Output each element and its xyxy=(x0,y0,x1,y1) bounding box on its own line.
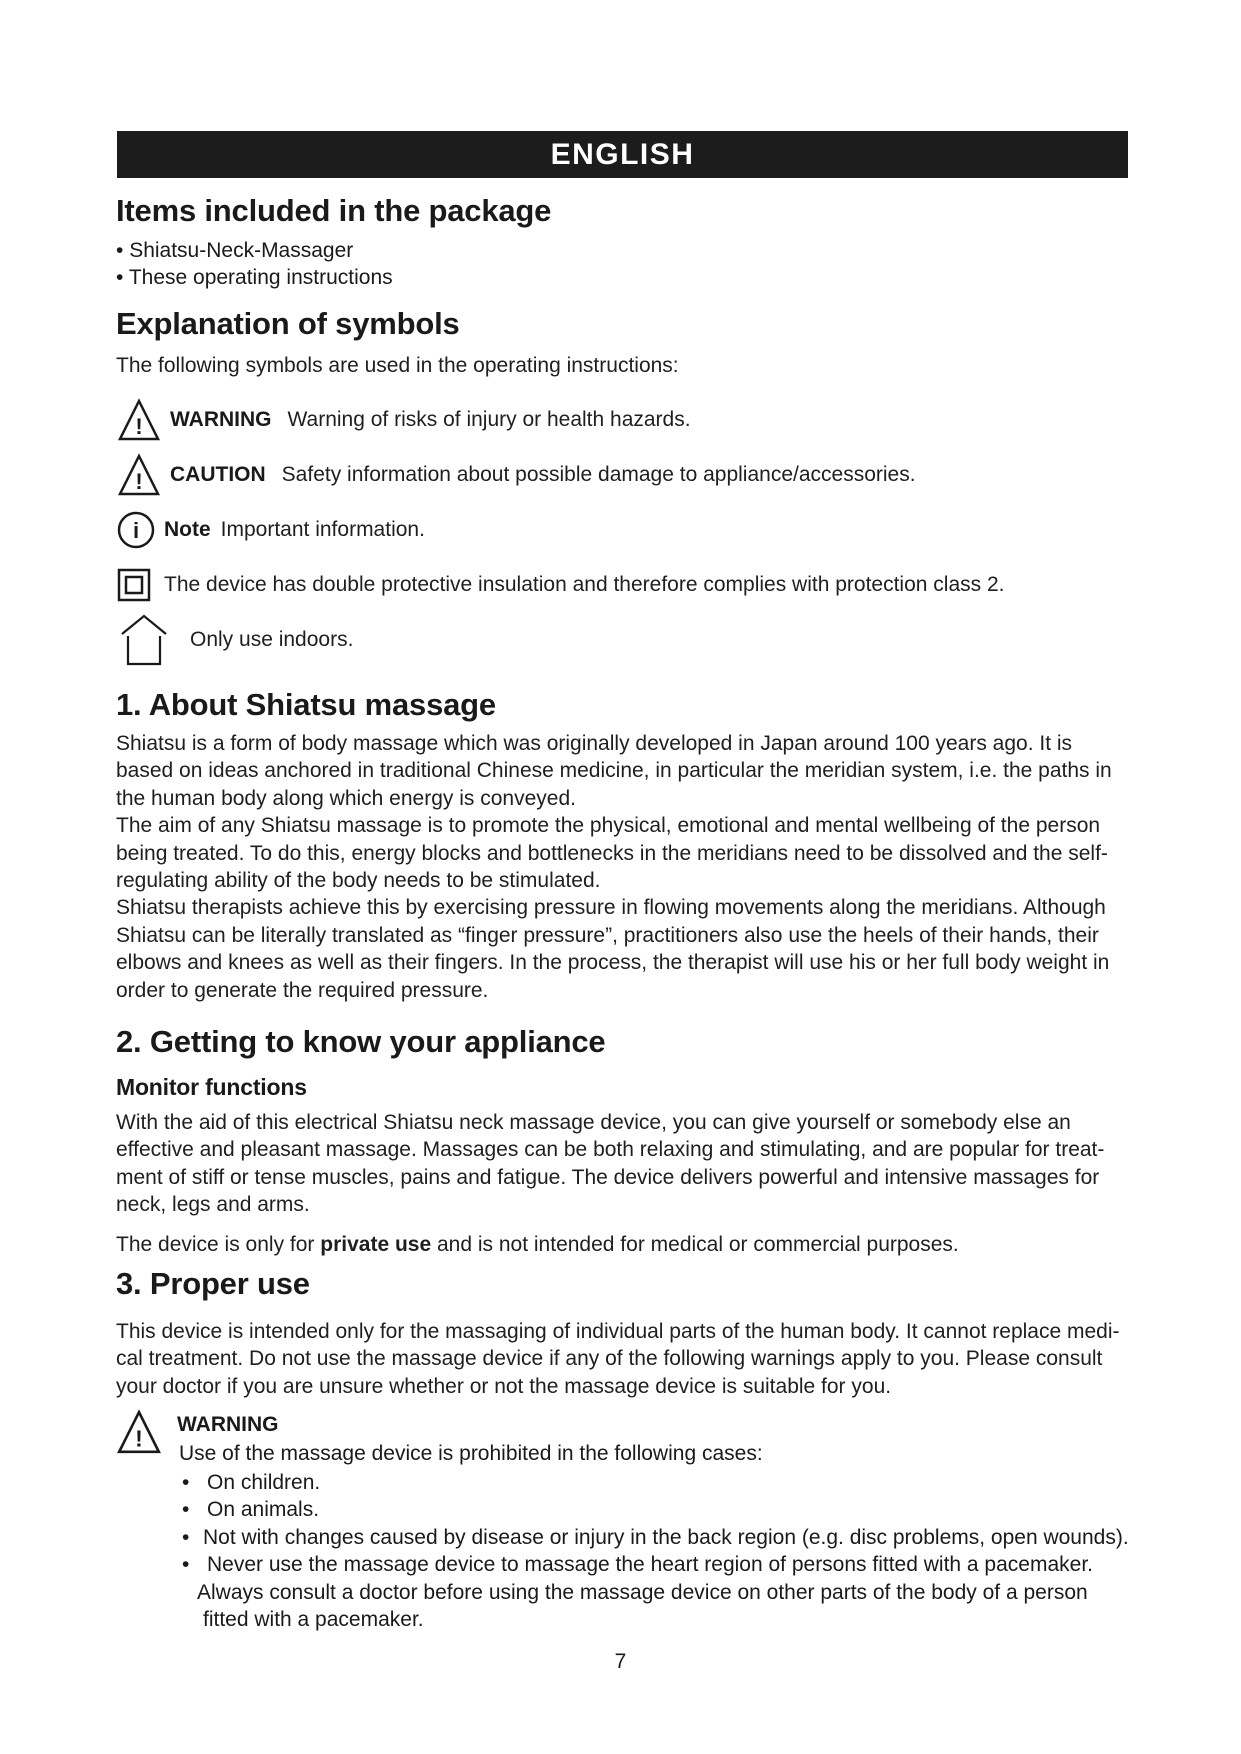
symbol-text: Important information. xyxy=(220,518,425,541)
warning-triangle-icon xyxy=(116,398,162,442)
symbols-intro: The following symbols are used in the operating instructions: xyxy=(116,354,679,377)
warning-list xyxy=(179,1469,1129,1633)
symbol-text: The device has double protective insulation and therefore complies with protection class 2. xyxy=(164,573,1005,596)
svg-text:i: i xyxy=(132,518,140,543)
warning-tail-line: fitted with a pacemaker. xyxy=(203,1608,424,1632)
list-item: • Not with changes caused by disease or injury in the back region (e.g. disc problems, open wounds). xyxy=(182,1525,1129,1549)
page-number: 7 xyxy=(614,1650,627,1673)
symbol-row-insulation xyxy=(116,563,1004,607)
list-item: • Never use the massage device to massage the heart region of persons fitted with a pacemaker. xyxy=(182,1553,1093,1577)
symbol-row-indoor xyxy=(116,618,353,662)
section2-heading: 2. Getting to know your appliance xyxy=(116,1024,606,1059)
warning-label: WARNING xyxy=(177,1413,279,1436)
section3-heading: 3. Proper use xyxy=(116,1266,310,1301)
caution-triangle-icon xyxy=(116,453,162,497)
package-heading: Items included in the package xyxy=(116,193,552,228)
warning-triangle-icon xyxy=(116,1409,166,1459)
section1-body: Shiatsu is a form of body massage which was originally developed in Japan around 100 years ago. It is based on ideas anchored in traditional Chinese medicine, in particular the meridian system, i.e. the paths in the human body along which energy is conveyed. The aim of any Shiatsu massage is to promote the physical, emotional and mental wellbeing of the person being treated. To do this, energy blocks and bottlenecks in the meridians need to be dissolved and the self- regulating ability of the body needs to be stimulated. Shiatsu therapists achieve this by exercising pressure in flowing movements along the meridians. Although Shiatsu can be literally translated as “finger pressure”, practitioners also use the heels of their hands, their elbows and knees as well as their fingers. In the process, the therapist will use his or her full body weight in order to generate the required pressure. xyxy=(116,732,1112,1002)
symbol-label: CAUTION xyxy=(170,463,266,486)
section1-heading: 1. About Shiatsu massage xyxy=(116,687,496,722)
svg-text:!: ! xyxy=(135,469,143,494)
list-item: • These operating instructions xyxy=(116,266,393,290)
warning-tail-line: Always consult a doctor before using the massage device on other parts of the body of a person xyxy=(197,1580,1088,1604)
section2-body: With the aid of this electrical Shiatsu neck massage device, you can give yourself or somebody else an effective and pleasant massage. Massages can be both relaxing and stimulating, and are popular for treat- ment of stiff or tense muscles, pains and fatigue. The device delivers powerful and intensive massages for neck, legs and arms. xyxy=(116,1111,1105,1217)
section3-body: This device is intended only for the massaging of individual parts of the human body. It cannot replace medi- cal treatment. Do not use the massage device if any of the following warnings apply to you. Please consult your doctor if you are unsure whether or not the massage device is suitable for you. xyxy=(116,1320,1120,1398)
list-item: • Shiatsu-Neck-Massager xyxy=(116,239,354,262)
svg-text:!: ! xyxy=(135,414,143,439)
double-insulation-icon xyxy=(116,563,152,607)
package-list xyxy=(116,237,393,292)
warning-intro: Use of the massage device is prohibited in the following cases: xyxy=(179,1442,763,1465)
symbols-heading: Explanation of symbols xyxy=(116,306,460,341)
symbol-text: Warning of risks of injury or health hazards. xyxy=(287,408,691,431)
indoor-house-icon xyxy=(116,618,176,662)
list-item: • On children. xyxy=(182,1471,321,1494)
private-use-note: The device is only for private use and is not intended for medical or commercial purposes. xyxy=(116,1233,959,1256)
symbol-row-note xyxy=(116,508,425,552)
symbol-row-warning xyxy=(116,398,691,442)
list-item: • On animals. xyxy=(182,1498,320,1522)
symbol-text: Safety information about possible damage to appliance/accessories. xyxy=(281,463,916,486)
svg-text:!: ! xyxy=(135,1425,143,1452)
language-banner: ENGLISH xyxy=(117,131,1128,178)
symbol-label: Note xyxy=(164,518,211,541)
symbol-text: Only use indoors. xyxy=(190,628,354,651)
symbol-row-caution xyxy=(116,453,916,497)
section2-subheading: Monitor functions xyxy=(116,1074,307,1100)
symbol-label: WARNING xyxy=(170,408,272,431)
info-circle-icon xyxy=(116,508,156,552)
